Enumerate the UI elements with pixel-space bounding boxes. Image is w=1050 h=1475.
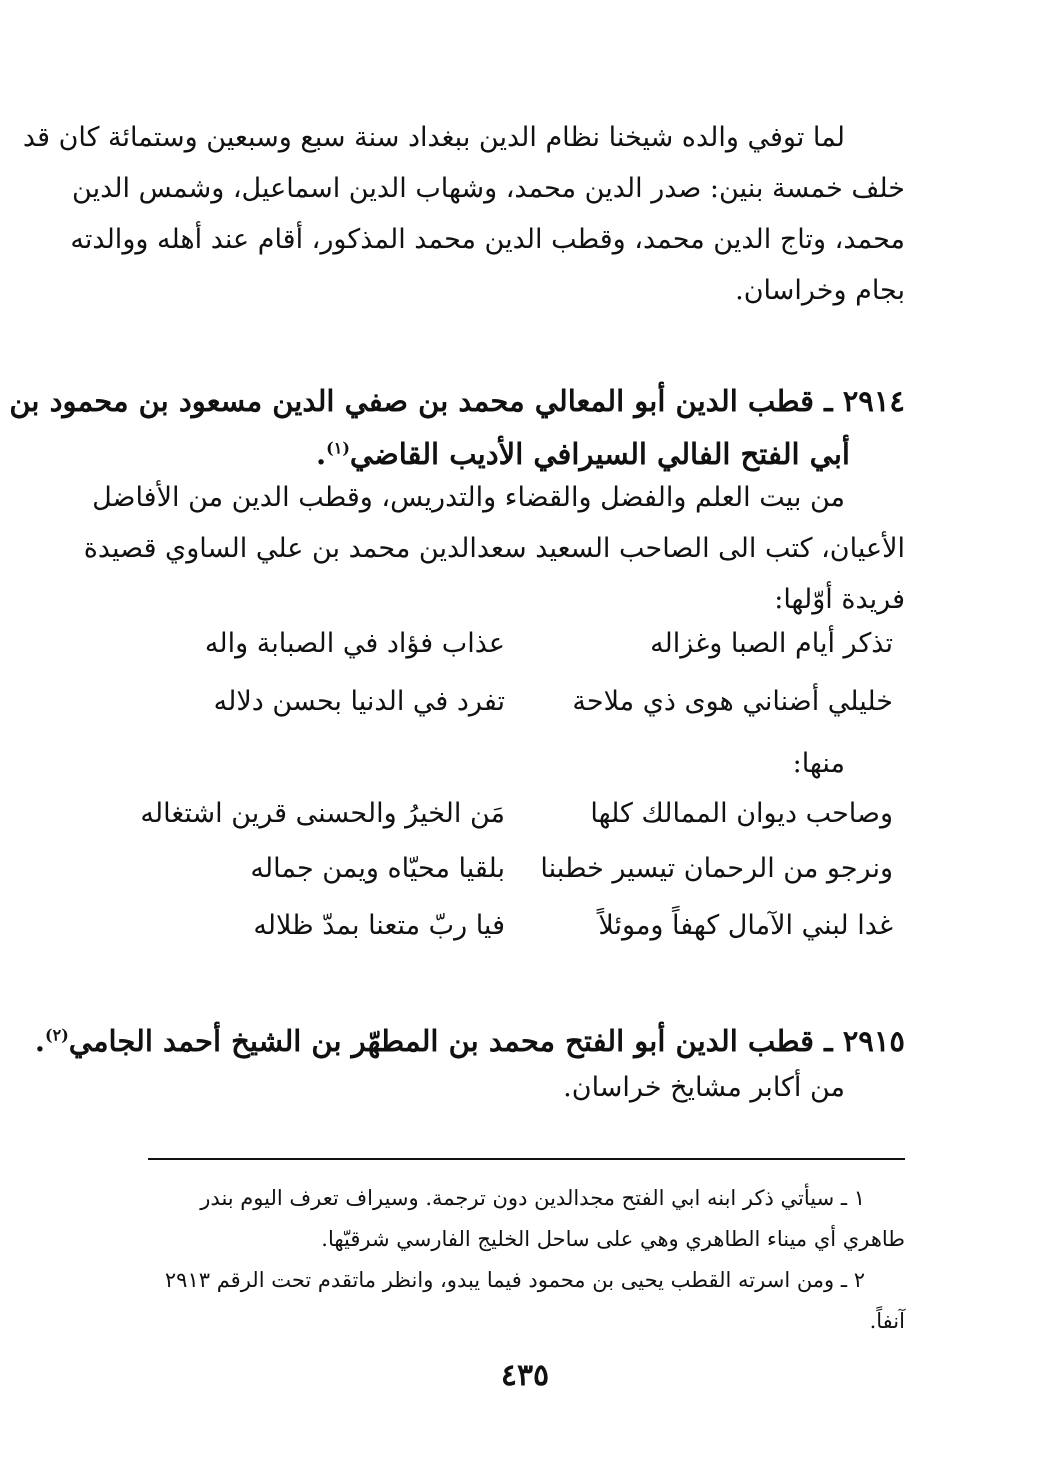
verse-row <box>145 910 905 960</box>
page-number: ٤٣٥ <box>500 1358 550 1393</box>
verse-first-hemistich: ونرجو من الرحمان تيسير خطبنا <box>540 853 893 884</box>
heading-line <box>34 1015 905 1068</box>
entry-2914-heading <box>9 375 905 481</box>
text-line: محمد، وتاج الدين محمد، وقطب الدين محمد المذكور، أقام عند أهله ووالدته <box>70 224 905 255</box>
footnote-line: طاهري أي ميناء الطاهري وهي على ساحل الخليج الفارسي شرقيّها. <box>321 1227 905 1251</box>
minha-label: منها: <box>792 748 845 779</box>
verse-first-hemistich: تذكر أيام الصبا وغزاله <box>650 628 893 659</box>
footnote-line: ٢ ـ ومن اسرته القطب يحيى بن محمود فيما يبدو، وانظر ماتقدم تحت الرقم ٢٩١٣ <box>164 1268 865 1292</box>
heading-end: . <box>316 437 327 471</box>
heading-line: ٢٩١٤ ـ قطب الدين أبو المعالي محمد بن صفي الدين مسعود بن محمود بن <box>9 384 905 418</box>
entry-2915-heading <box>34 1015 905 1068</box>
verse-row <box>140 798 905 848</box>
footnote-divider <box>148 1158 905 1160</box>
footnotes <box>145 1178 905 1342</box>
verse-second-hemistich: بلقيا محيّاه ويمن جماله <box>250 853 505 884</box>
heading-text: ٢٩١٥ ـ قطب الدين أبو الفتح محمد بن المطهّر بن الشيخ أحمد الجامي <box>68 1024 905 1058</box>
verse-row <box>145 628 905 678</box>
heading-end: . <box>34 1024 46 1058</box>
verse-row <box>145 853 905 903</box>
verse-first-hemistich: خليلي أضناني هوى ذي ملاحة <box>572 686 893 717</box>
text-line: خلف خمسة بنين: صدر الدين محمد، وشهاب الدين اسماعيل، وشمس الدين <box>72 173 905 204</box>
verse-second-hemistich: مَن الخيرُ والحسنى قرين اشتغاله <box>140 798 505 829</box>
verse-second-hemistich: عذاب فؤاد في الصبابة واله <box>204 628 505 659</box>
footnote-1 <box>145 1178 905 1260</box>
text-line: الأعيان، كتب الى الصاحب السعيد سعدالدين محمد بن علي الساوي قصيدة <box>83 533 905 564</box>
footnote-ref: (١) <box>326 438 350 458</box>
text-line: لما توفي والده شيخنا نظام الدين ببغداد سنة سبع وسبعين وستمائة كان قد <box>22 122 845 153</box>
text-line: من بيت العلم والفضل والقضاء والتدريس، وقطب الدين من الأفاضل <box>92 482 845 513</box>
entry-2915-body: من أكابر مشايخ خراسان. <box>563 1072 845 1103</box>
heading-text: أبي الفتح الفالي السيرافي الأديب القاضي <box>349 437 850 471</box>
verse-second-hemistich: فيا ربّ متعنا بمدّ ظلاله <box>253 910 505 941</box>
text-line: بجام وخراسان. <box>735 275 905 306</box>
footnote-line: ١ ـ سيأتي ذكر ابنه ابي الفتح مجدالدين دون ترجمة. وسيراف تعرف اليوم بندر <box>200 1186 865 1210</box>
entry-2914-body <box>83 472 905 625</box>
verse-first-hemistich: غدا لبني الآمال كهفاً وموئلاً <box>598 910 893 941</box>
intro-paragraph <box>22 112 905 316</box>
verse-row <box>145 686 905 736</box>
footnote-ref: (٢) <box>45 1025 69 1045</box>
footnote-line: آنفاً. <box>869 1309 905 1333</box>
footnote-2 <box>145 1260 905 1342</box>
text-line: فريدة أوّلها: <box>774 584 905 615</box>
verse-first-hemistich: وصاحب ديوان الممالك كلها <box>590 798 893 829</box>
verse-second-hemistich: تفرد في الدنيا بحسن دلاله <box>213 686 505 717</box>
